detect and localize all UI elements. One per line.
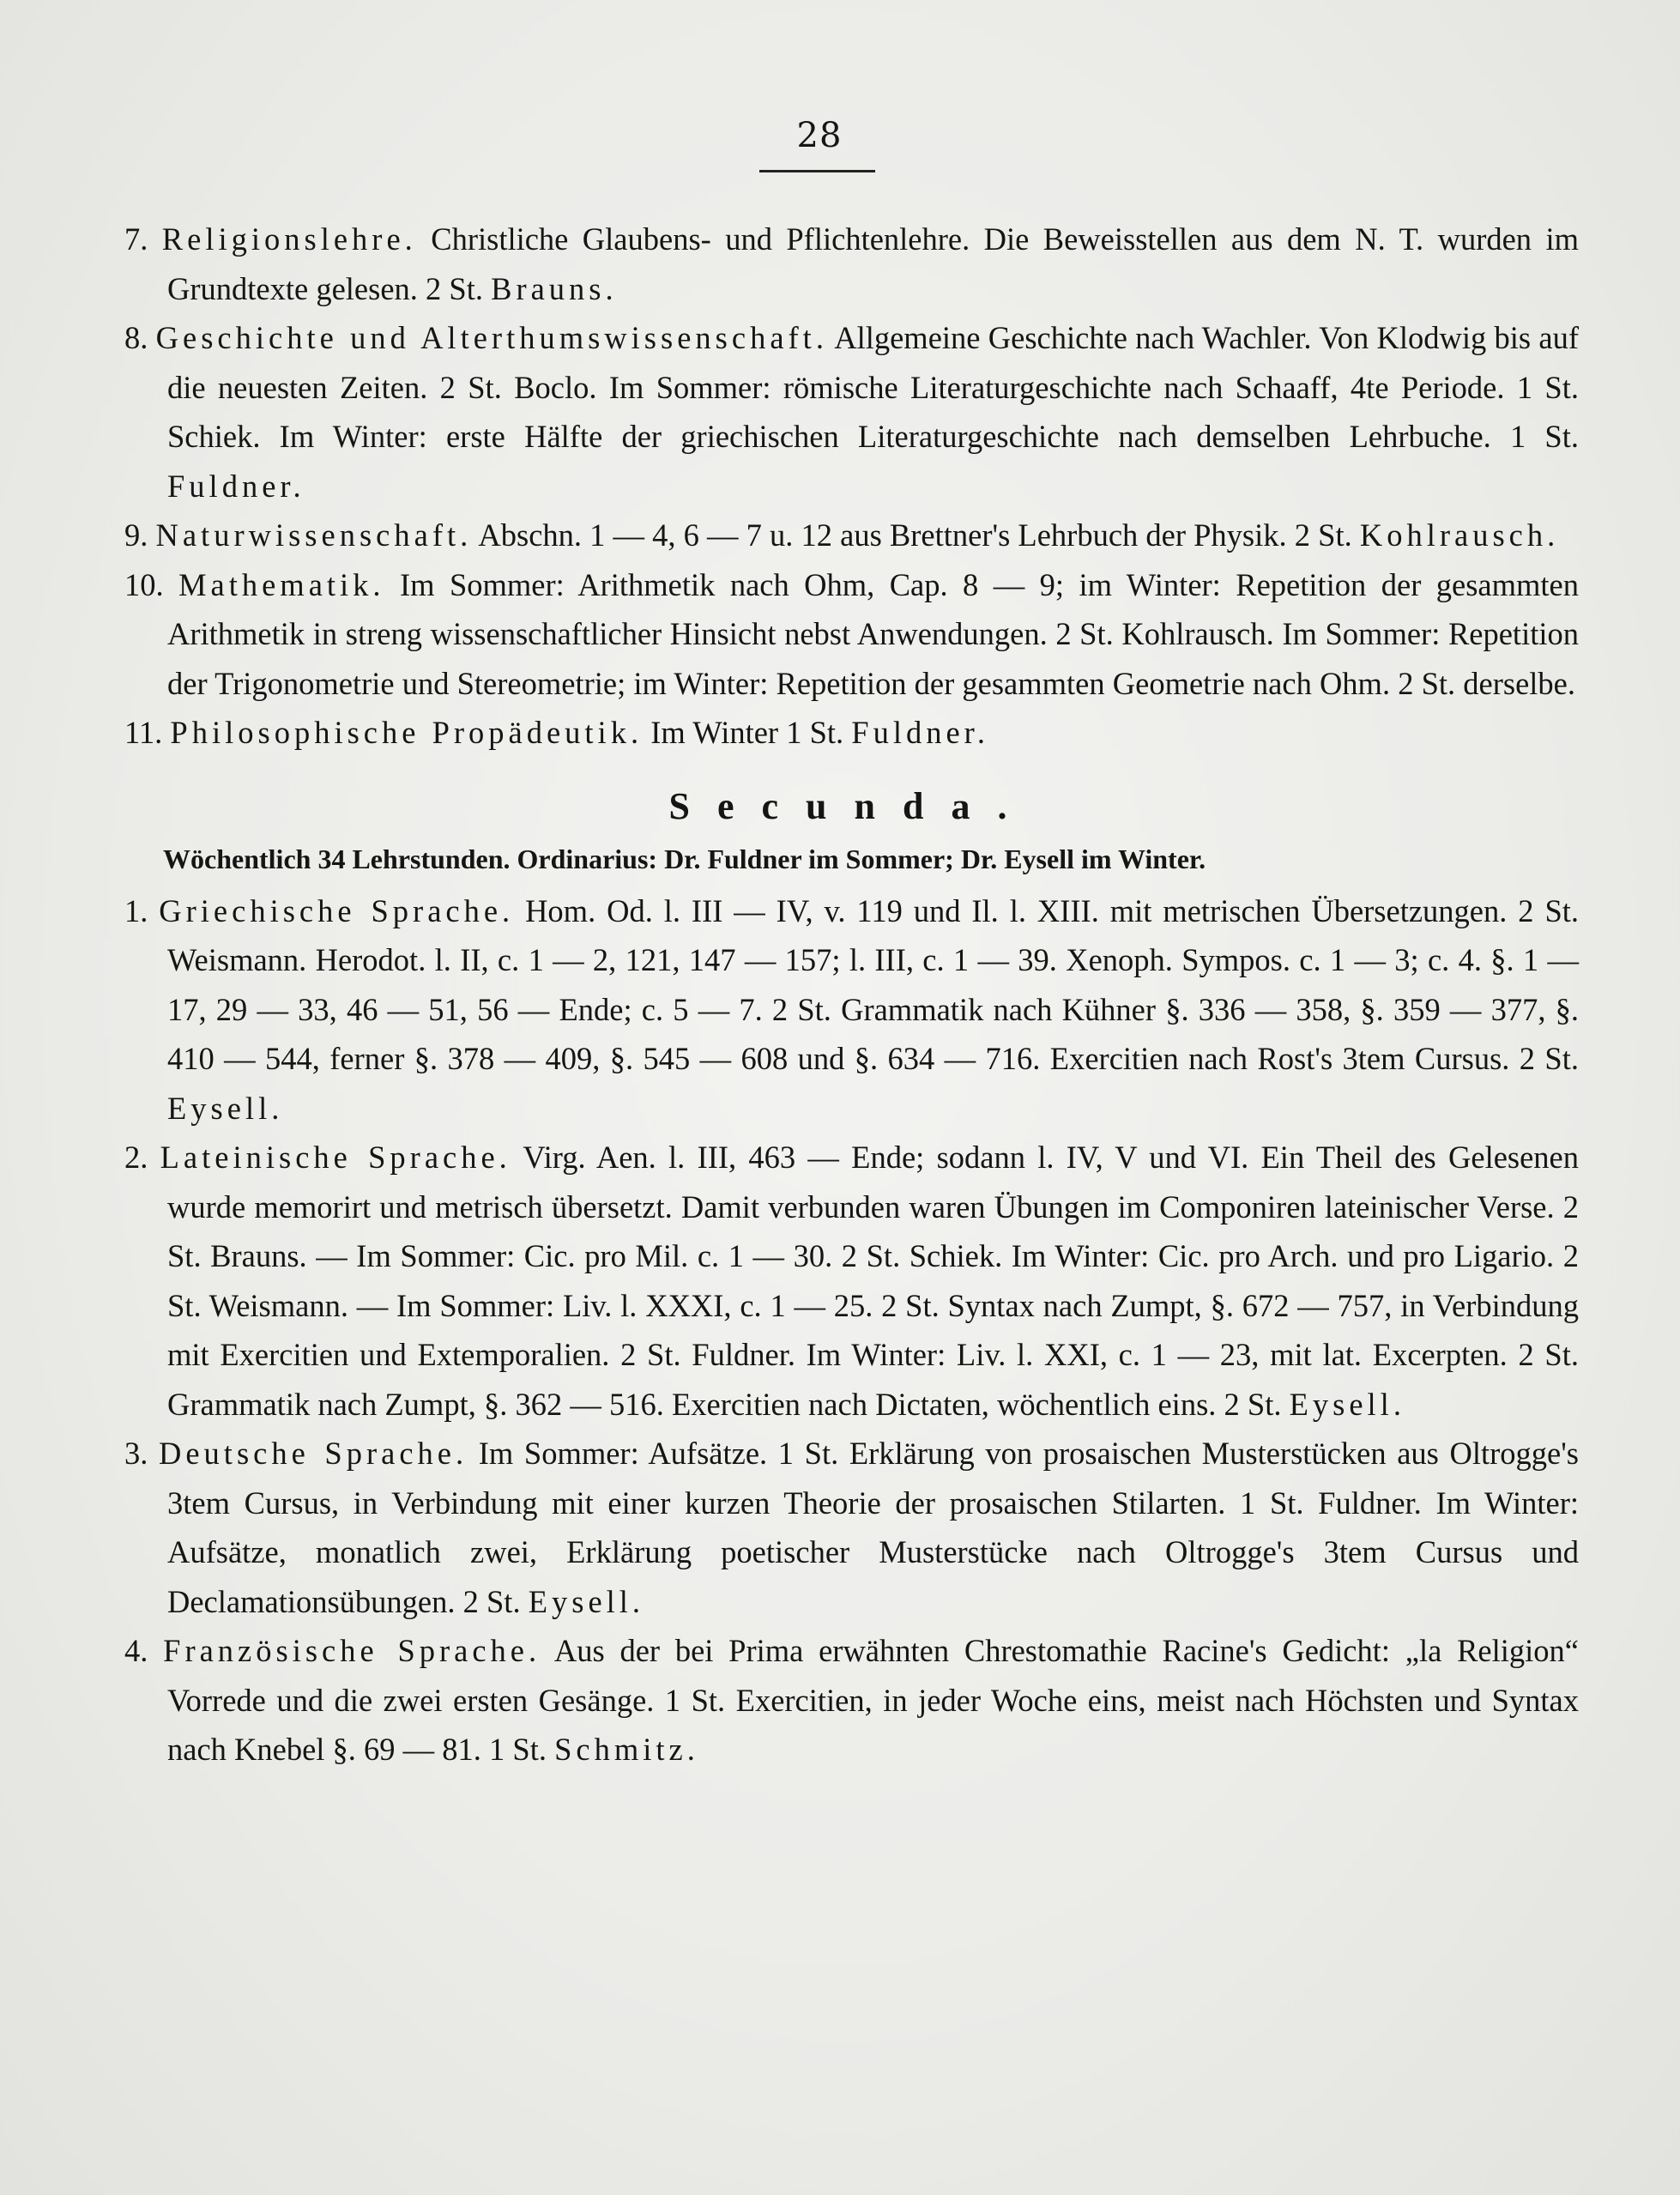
list-item	[124, 1626, 1579, 1775]
list-item	[124, 708, 1579, 758]
item-number: 7.	[124, 221, 148, 257]
list-item	[124, 886, 1579, 1134]
list-item	[124, 511, 1579, 560]
item-number: 10.	[124, 566, 164, 602]
document-body	[124, 215, 1579, 1775]
teacher-name: Fuldner.	[851, 715, 989, 750]
subject-title: Französische Sprache.	[163, 1633, 541, 1668]
list-item	[124, 1429, 1579, 1626]
item-number: 1.	[124, 892, 148, 928]
subject-title: Lateinische Sprache.	[160, 1140, 511, 1175]
list-item	[124, 560, 1579, 709]
item-text: Christliche Glaubens- und Pflichtenlehre. Die Beweisstellen aus dem N. T. wurden im Grundtexte gelesen. 2 St.	[167, 221, 1580, 306]
subject-title: Religionslehre.	[161, 221, 417, 257]
item-number: 4.	[124, 1633, 148, 1668]
item-number: 9.	[124, 517, 148, 553]
list-item	[124, 313, 1579, 511]
teacher-name: Eysell.	[528, 1583, 645, 1619]
item-text: Im Winter 1 St.	[650, 715, 844, 750]
item-number: 11.	[124, 715, 163, 750]
teacher-name: Schmitz.	[554, 1732, 699, 1767]
item-text: Aus der bei Prima erwähnten Chrestomathie Racine's Gedicht: „la Religion“ Vorrede und die zwei ersten Gesänge. 1 St. Exercitien, in jeder Woche eins, meist nach Höchsten und Syntax nach Knebel §. 69 — 81. 1 St.	[167, 1633, 1579, 1767]
teacher-name: Kohlrausch.	[1359, 517, 1560, 553]
page-number-rule	[759, 170, 875, 172]
subject-title: Naturwissenschaft.	[155, 517, 473, 553]
section-subline: Wöchentlich 34 Lehrstunden. Ordinarius: Dr. Fuldner im Sommer; Dr. Eysell im Winter.	[163, 843, 1206, 874]
teacher-name: Brauns.	[491, 270, 618, 306]
list-item	[124, 215, 1579, 313]
subject-title: Deutsche Sprache.	[159, 1436, 468, 1471]
page-number: 28	[796, 116, 843, 155]
item-text: Abschn. 1 — 4, 6 — 7 u. 12 aus Brettner's Lehrbuch der Physik. 2 St.	[478, 517, 1352, 553]
item-text: Hom. Od. l. III — IV, v. 119 und Il. l. XIII. mit metrischen Übersetzungen. 2 St. Weismann. Herodot. l. II, c. 1 — 2, 121, 147 — 157; l. III, c. 1 — 39. Xenoph. Sympos. c. 1 — 3; c. 4. §. 1 — 17, 29 — 33, 46 — 51, 56 — Ende; c. 5 — 7. 2 St. Grammatik nach Kühner §. 336 — 358, §. 359 — 377, §. 410 — 544, ferner §. 378 — 409, §. 545 — 608 und §. 634 — 716. Exercitien nach Rost's 3tem Cursus. 2 St.	[167, 892, 1580, 1076]
subject-title: Philosophische Propädeutik.	[170, 715, 644, 750]
subject-title: Griechische Sprache.	[159, 892, 515, 928]
item-number: 3.	[124, 1436, 148, 1471]
list-item	[124, 1133, 1579, 1429]
item-text: Allgemeine Geschichte nach Wachler. Von Klodwig bis auf die neuesten Zeiten. 2 St. Boclo. Im Sommer: römische Literaturgeschichte nach Schaaff, 4te Periode. 1 St. Schiek. Im Winter: erste Hälfte der griechischen Literaturgeschichte nach demselben Lehrbuche. 1 St.	[167, 320, 1579, 454]
item-text: Im Sommer: Aufsätze. 1 St. Erklärung von prosaischen Musterstücken aus Oltrogge's 3tem Cursus, in Verbindung mit einer kurzen Theorie der prosaischen Stilarten. 1 St. Fuldner. Im Winter: Aufsätze, monatlich zwei, Erklärung poetischer Musterstücke nach Oltrogge's 3tem Cursus und Declamationsübungen. 2 St.	[167, 1436, 1579, 1619]
subject-title: Mathematik.	[178, 566, 385, 602]
teacher-name: Eysell.	[1289, 1386, 1405, 1422]
item-text: Virg. Aen. l. III, 463 — Ende; sodann l. IV, V und VI. Ein Theil des Gelesenen wurde memorirt und metrisch übersetzt. Damit verbunden waren Übungen im Componiren lateinischer Verse. 2 St. Brauns. — Im Sommer: Cic. pro Mil. c. 1 — 30. 2 St. Schiek. Im Winter: Cic. pro Arch. und pro Ligario. 2 St. Weismann. — Im Sommer: Liv. l. XXXI, c. 1 — 25. 2 St. Syntax nach Zumpt, §. 672 — 757, in Verbindung mit Exercitien und Extemporalien. 2 St. Fuldner. Im Winter: Liv. l. XXI, c. 1 — 23, mit lat. Excerpten. 2 St. Grammatik nach Zumpt, §. 362 — 516. Exercitien nach Dictaten, wöchentlich eins. 2 St.	[167, 1140, 1580, 1422]
item-text: Im Sommer: Arithmetik nach Ohm, Cap. 8 — 9; im Winter: Repetition der gesammten Arithmetik in streng wissenschaftlicher Hinsicht nebst Anwendungen. 2 St. Kohlrausch. Im Sommer: Repetition der Trigonometrie und Stereometrie; im Winter: Repetition der gesammten Geometrie nach Ohm. 2 St. derselbe.	[167, 566, 1580, 701]
section-heading: Secunda.	[668, 784, 1035, 827]
teacher-name: Fuldner.	[167, 468, 305, 504]
teacher-name: Eysell.	[167, 1090, 284, 1126]
item-number: 2.	[124, 1140, 148, 1175]
item-number: 8.	[124, 320, 148, 355]
subject-title: Geschichte und Alterthumswissenschaft.	[155, 320, 828, 355]
